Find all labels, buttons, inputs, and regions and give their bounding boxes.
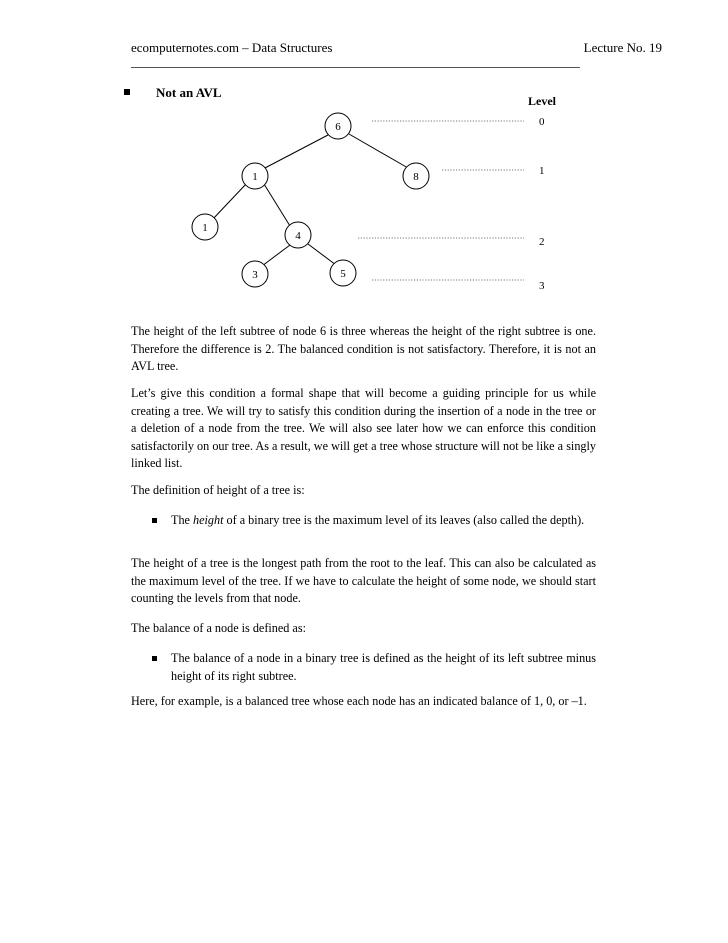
edge-1-1 <box>212 183 247 220</box>
bullet-text <box>171 512 596 530</box>
node-label: 1 <box>252 171 258 183</box>
node-label: 1 <box>202 222 208 234</box>
bullet-height-definition <box>152 512 596 530</box>
paragraph-text: The definition of height of a tree is: <box>131 483 305 497</box>
square-bullet-icon <box>152 656 157 661</box>
paragraph-text: Here, for example, is a balanced tree whose each node has an indicated balance of 1, 0, or –1. <box>131 694 587 708</box>
square-bullet-icon <box>152 518 157 523</box>
node-label: 6 <box>335 121 341 133</box>
paragraph-height-definition-intro <box>131 482 596 500</box>
node-label: 8 <box>413 171 419 183</box>
paragraph-balanced-example <box>131 693 596 711</box>
level-label-1: 1 <box>539 165 545 177</box>
bullet-text-part: of a binary tree is the maximum level of its leaves (also called the depth). <box>223 513 585 527</box>
paragraph-formal-shape <box>131 385 596 473</box>
bullet-balance-definition <box>152 650 596 685</box>
section-heading-text: Not an AVL <box>156 85 222 100</box>
tree-node <box>242 163 268 189</box>
edge-4-5 <box>308 244 336 265</box>
bullet-text: The balance of a node in a binary tree is defined as the height of its left subtree minus height of its right subtree. <box>171 651 596 683</box>
paragraph-balance-intro <box>131 620 596 638</box>
header-lecture-number: Lecture No. 19 <box>583 40 662 55</box>
tree-node <box>330 260 356 286</box>
paragraph-text: The balance of a node is defined as: <box>131 621 306 635</box>
emphasis-height: height <box>193 513 224 527</box>
level-label-3: 3 <box>539 280 545 292</box>
paragraph-text: The height of the left subtree of node 6 is three whereas the height of the right subtree is one. Therefore the difference is 2. The balanced condition is not satisfactory. Therefore, it is not an AVL tree. <box>131 324 596 374</box>
node-label: 5 <box>340 268 346 280</box>
node-label: 3 <box>252 269 258 281</box>
level-label-0: 0 <box>539 116 545 128</box>
tree-node <box>403 163 429 189</box>
paragraph-text: Let’s give this condition a formal shape that will become a guiding principle for us while creating a tree. We will try to satisfy this condition during the insertion of a node in the tree or a deletion of a node from the tree. We will also see later how we can enforce this condition satisfactorily on our tree. As a result, we will get a tree whose structure will not be like a singly linked list. <box>131 386 596 471</box>
avl-tree-diagram <box>0 0 728 320</box>
tree-node <box>192 214 218 240</box>
edge-6-8 <box>349 134 408 168</box>
paragraph-text: The height of a tree is the longest path from the root to the leaf. This can also be calculated as the maximum level of the tree. If we have to calculate the height of some node, we should start counting the levels from that node. <box>131 556 596 606</box>
tree-node <box>242 261 268 287</box>
level-label-2: 2 <box>539 236 545 248</box>
paragraph-longest-path <box>131 555 596 608</box>
tree-node <box>285 222 311 248</box>
node-label: 4 <box>295 230 301 242</box>
edge-1-4 <box>264 184 290 226</box>
level-column-title: Level <box>528 94 556 108</box>
header-title: ecomputernotes.com – Data Structures <box>131 40 333 55</box>
paragraph-height-difference <box>131 323 596 376</box>
tree-node <box>325 113 351 139</box>
bullet-text-part: The <box>171 513 193 527</box>
edge-4-3 <box>262 245 290 266</box>
edge-6-1 <box>263 135 328 169</box>
